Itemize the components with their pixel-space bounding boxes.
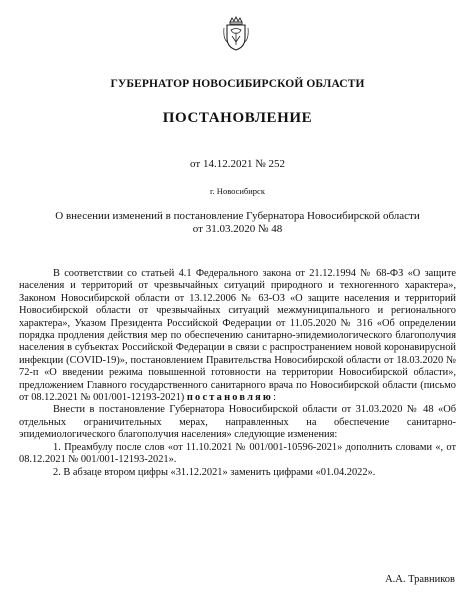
- preamble-text: В соответствии со статьей 4.1 Федерального закона от 21.12.1994 № 68-ФЗ «О защите населения и территорий от чрезвычайных ситуаций природного и техногенного характера», Законом Новосибирской области от 13.12.2006 № 63-ОЗ «О защите населения и территорий Новосибирской области от чрезвычайных ситуаций межмуниципального и регионального характера», Указом Президента Российской Федерации от 11.05.2020 № 316 «Об определении порядка продления действия мер по обеспечению санитарно-эпидемиологического благополучия населения в субъектах Российской Федерации в связи с распространением новой коронавирусной инфекции (COVID-19)», постановлением Правительства Новосибирской области от 18.03.2020 № 72-п «О введении режима повышенной готовности на территории Новосибирской области», предложением Главного государственного санитарного врача по Новосибирской области (письмо от 08.12.2021 № 001/001-12193-2021): [19, 268, 456, 404]
- paragraph-item-1: 1. Преамбулу после слов «от 11.10.2021 № 001/001-10596-2021» дополнить словами «, от 08.12.2021 № 001/001-12193-2021».: [19, 441, 456, 466]
- paragraph-preamble: [19, 268, 456, 404]
- document-body: [19, 268, 456, 479]
- paragraph-item-2: 2. В абзаце втором цифры «31.12.2021» заменить цифрами «01.04.2022».: [53, 466, 376, 478]
- paragraph-amendment-intro: Внести в постановление Губернатора Новосибирской области от 31.03.2020 № 48 «Об отдельных ограничительных мерах, направленных на обеспечение санитарно-эпидемиологического благополучия населения» следующие изменения:: [19, 404, 456, 441]
- issuing-authority: ГУБЕРНАТОР НОВОСИБИРСКОЙ ОБЛАСТИ: [110, 78, 365, 90]
- city: г. Новосибирск: [210, 186, 265, 196]
- subject-line-2: от 31.03.2020 № 48: [192, 223, 283, 235]
- subject-line-1: О внесении изменений в постановление Губернатора Новосибирской области: [55, 210, 420, 222]
- signature-name: А.А. Травников: [385, 574, 455, 585]
- document-subject: [20, 210, 455, 236]
- document-type-title: ПОСТАНОВЛЕНИЕ: [162, 110, 313, 126]
- preamble-end: :: [273, 392, 276, 404]
- date-and-number: от 14.12.2021 № 252: [190, 158, 285, 170]
- resolution-keyword: постановляю: [186, 392, 274, 404]
- coat-of-arms-icon: [222, 16, 250, 52]
